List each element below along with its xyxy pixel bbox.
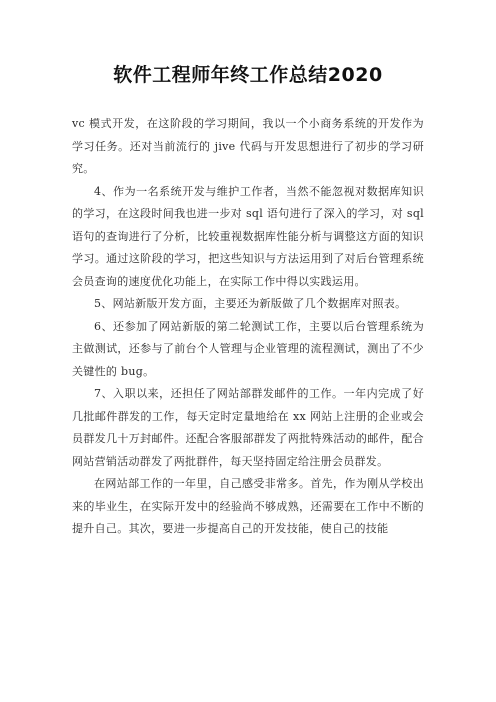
paragraph: 5、网站新版开发方面，主要还为新版做了几个数据库对照表。 [94, 297, 407, 310]
paragraph: 在网站部工作的一年里，自己感受非常多。首先，作为刚从学校出来的毕业生，在实际开发中的经验尚不够成熟，还需要在工作中不断的提升自己。其次，要进一步提高自己的开发技能，使自己的技能 [72, 477, 424, 535]
paragraph: 4、作为一名系统开发与维护工作者，当然不能忽视对数据库知识的学习，在这段时间我也进一步对 sql 语句进行了深入的学习，对 sql 语句的查询进行了分析，比较重视数据库性能分析与调整这方面的知识学习。通过这阶段的学习，把这些知识与方法运用到了对后台管理系统会员查询的速度优化功能上，在实际工作中得以实践运用。 [72, 184, 424, 288]
paragraph: vc 模式开发，在这阶段的学习期间，我以一个小商务系统的开发作为学习任务。还对当前流行的 jive 代码与开发思想进行了初步的学习研究。 [72, 117, 424, 175]
paragraph: 6、还参加了网站新版的第二轮测试工作，主要以后台管理系统为主做测试，还参与了前台个人管理与企业管理的流程测试，测出了不少关键性的 bug。 [72, 319, 424, 378]
paragraph: 7、入职以来，还担任了网站部群发邮件的工作。一年内完成了好几批邮件群发的工作，每天定时定量地给在 xx 网站上注册的企业或会员群发几十万封邮件。还配合客服部群发了两批特殊活动的邮件，配合网站营销活动群发了两批群件，每天坚持固定给注册会员群发。 [72, 387, 424, 468]
document-title: 软件工程师年终工作总结2020 [113, 64, 383, 86]
